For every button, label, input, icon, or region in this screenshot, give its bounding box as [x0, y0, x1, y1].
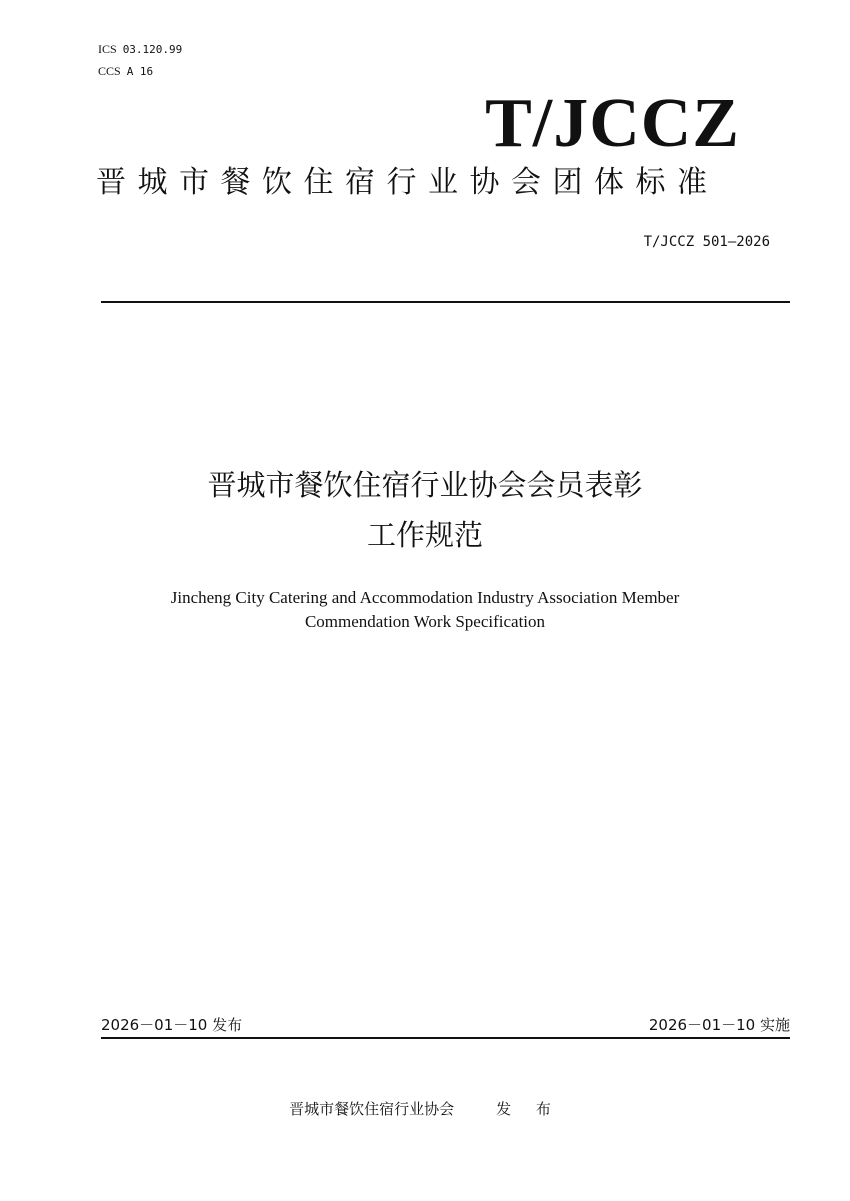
ccs-code — [98, 64, 153, 79]
document-title-line-2: 工作规范 — [366, 518, 483, 552]
standard-number: T/JCCZ 501—2026 — [643, 234, 770, 250]
english-title-line-1: Jincheng City Catering and Accommodation Industry Association Member — [170, 588, 680, 607]
standard-brand-code: T/JCCZ — [485, 85, 740, 162]
ccs-value: A 16 — [126, 65, 154, 78]
english-title-line-2: Commendation Work Specification — [304, 612, 546, 631]
publish-date: 2026－01－10 发布 — [101, 1016, 243, 1034]
publisher-line — [0, 1098, 850, 1120]
document-title-line-1: 晋城市餐饮住宿行业协会会员表彰 — [207, 468, 643, 502]
ics-value: 03.120.99 — [122, 43, 183, 56]
header-divider — [101, 301, 790, 303]
ics-label: ICS — [98, 42, 117, 56]
organization-standard-title: 晋城市餐饮住宿行业协会团体标准 — [96, 165, 719, 200]
publish-action: 发 布 — [496, 1100, 561, 1118]
publisher-name: 晋城市餐饮住宿行业协会 — [289, 1100, 455, 1118]
ccs-label: CCS — [98, 64, 121, 78]
footer-divider — [101, 1037, 790, 1039]
ics-code — [98, 42, 182, 57]
implementation-date: 2026－01－10 实施 — [648, 1016, 790, 1034]
